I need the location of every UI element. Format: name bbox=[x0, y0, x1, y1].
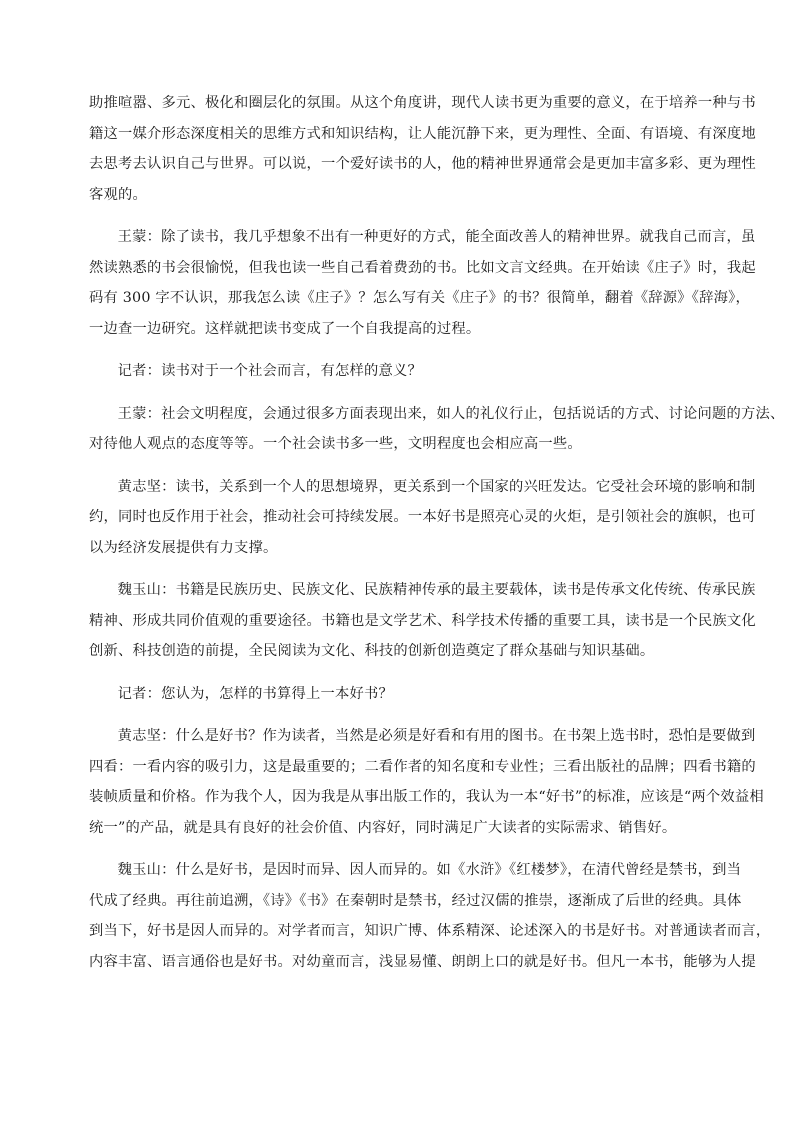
text-line: 魏玉山：书籍是民族历史、民族文化、民族精神传承的最主要载体，读书是传承文化传统、传承民族 bbox=[117, 582, 756, 598]
paragraph-wei-yushan-1 bbox=[89, 575, 756, 667]
text-line: 精神、形成共同价值观的重要途径。书籍也是文学艺术、科学技术传播的重要工具，读书是一个民族文化 bbox=[89, 612, 756, 629]
text-line: 籍这一媒介形态深度相关的思维方式和知识结构，让人能沉静下来，更为理性、全面、有语境、有深度地 bbox=[89, 125, 756, 142]
text-line: 约，同时也反作用于社会，推动社会可持续发展。一本好书是照亮心灵的火炬，是引领社会的旗帜，也可 bbox=[89, 509, 756, 525]
document-page bbox=[89, 88, 785, 989]
text-line: 一边查一边研究。这样就把读书变成了一个自我提高的过程。 bbox=[89, 320, 481, 337]
text-line: 然读熟悉的书会很愉悦，但我也读一些自己看着费劲的书。比如文言文经典。在开始读《庄子》时，我起 bbox=[89, 259, 756, 276]
text-line: 记者：您认为，怎样的书算得上一本好书？ bbox=[117, 685, 394, 702]
text-line: 魏玉山：什么是好书，是因时而异、因人而异的。如《水浒》《红楼梦》，在清代曾经是禁书，到当 bbox=[117, 862, 742, 878]
text-line: 黄志坚：什么是好书？作为读者，当然是必须是好看和有用的图书。在书架上选书时，恐怕是要做到 bbox=[117, 728, 756, 744]
text-line: 对待他人观点的态度等等。一个社会读书多一些，文明程度也会相应高一些。 bbox=[89, 436, 582, 452]
text-line: 统一”的产品，就是具有良好的社会价值、内容好，同时满足广大读者的实际需求、销售好。 bbox=[89, 819, 677, 836]
text-line: 以为经济发展提供有力支撑。 bbox=[89, 539, 278, 556]
text-line: 代成了经典。再往前追溯，《诗》《书》在秦朝时是禁书，经过汉儒的推崇，逐渐成了后世的经典。具体 bbox=[89, 892, 742, 909]
text-line: 去思考去认识自己与世界。可以说，一个爱好读书的人，他的精神世界通常会是更加丰富多彩、更为理性 bbox=[89, 156, 756, 172]
text-line: 王蒙：除了读书，我几乎想象不出有一种更好的方式，能全面改善人的精神世界。就我自己而言，虽 bbox=[117, 229, 756, 245]
text-line: 记者：读书对于一个社会而言，有怎样的意义？ bbox=[117, 363, 423, 379]
text-line: 到当下，好书是因人而异的。对学者而言，知识广博、体系精深、论述深入的书是好书。对普通读者而言， bbox=[89, 923, 771, 939]
text-line: 助推喧嚣、多元、极化和圈层化的氛围。从这个角度讲，现代人读书更为重要的意义，在于培养一种与书 bbox=[89, 95, 756, 111]
text-line: 装帧质量和价格。作为我个人，因为我是从事出版工作的，我认为一本“好书”的标准，应该是“两个效益相 bbox=[89, 789, 764, 805]
text-line: 码有 300 字不认识，那我怎么读《庄子》？怎么写有关《庄子》的书？很简单，翻着《辞源》《辞海》， bbox=[89, 290, 750, 306]
text-line: 王蒙：社会文明程度，会通过很多方面表现出来，如人的礼仪行止，包括说话的方式、讨论问题的方法、 bbox=[117, 405, 785, 422]
paragraph-huang-zhijian-2 bbox=[89, 721, 764, 843]
text-line: 黄志坚：读书，关系到一个人的思想境界，更关系到一个国家的兴旺发达。它受社会环境的影响和制 bbox=[117, 478, 756, 495]
paragraph-wang-meng-2 bbox=[89, 399, 785, 460]
text-line: 创新、科技创造的前提，全民阅读为文化、科技的创新创造奠定了群众基础与知识基础。 bbox=[89, 643, 655, 659]
paragraph-reporter-2 bbox=[89, 679, 717, 710]
paragraph-wei-yushan-2 bbox=[89, 855, 771, 977]
text-line: 客观的。 bbox=[89, 186, 147, 203]
paragraph-wang-meng-1 bbox=[89, 222, 756, 344]
paragraph-reporter-1 bbox=[89, 356, 717, 387]
text-line: 内容丰富、语言通俗也是好书。对幼童而言，浅显易懂、朗朗上口的就是好书。但凡一本书，能够为人提 bbox=[89, 953, 756, 970]
paragraph-intro-continued bbox=[89, 88, 756, 210]
paragraph-huang-zhijian-1 bbox=[89, 472, 756, 564]
text-line: 四看：一看内容的吸引力，这是最重要的；二看作者的知名度和专业性；三看出版社的品牌；四看书籍的 bbox=[89, 758, 756, 775]
